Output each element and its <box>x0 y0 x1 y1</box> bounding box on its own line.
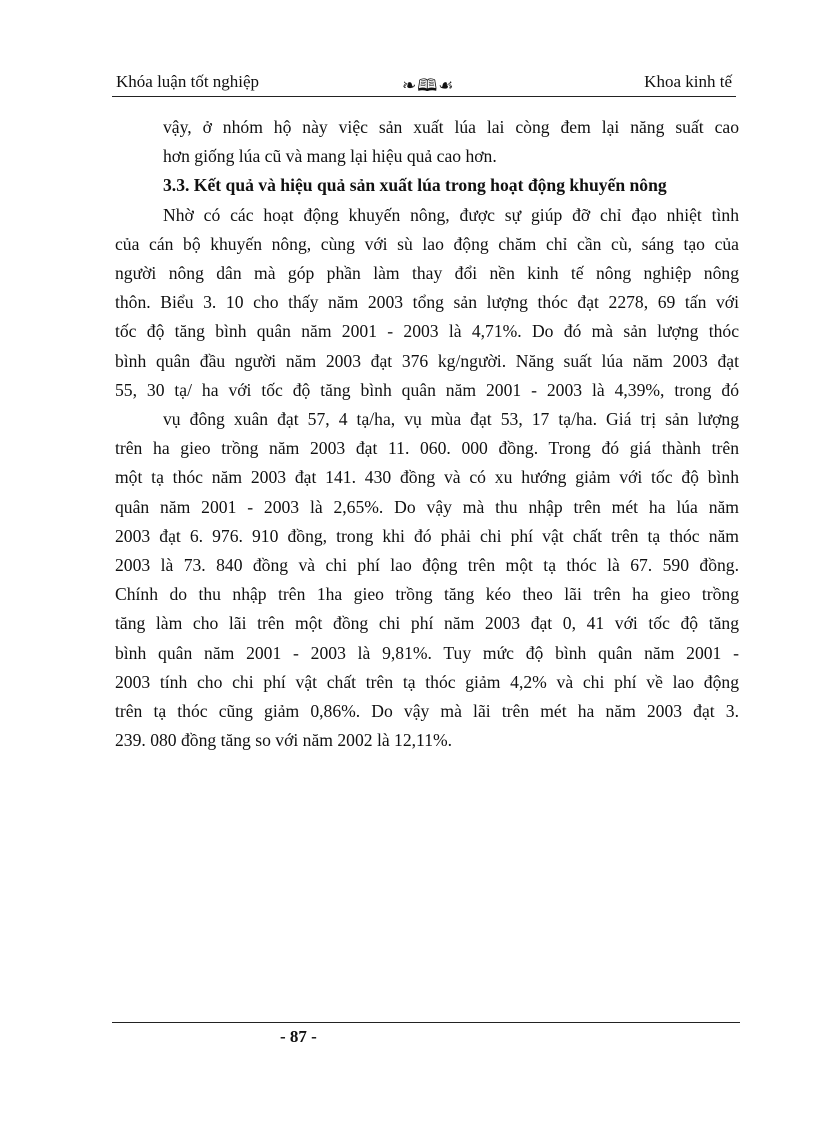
body-line: 2003 tính cho chi phí vật chất trên tạ thóc giảm 4,2% và chi phí về lao động <box>115 671 739 692</box>
body-line: hơn giống lúa cũ và mang lại hiệu quả cao hơn. <box>163 146 497 167</box>
section-heading: 3.3. Kết quả và hiệu quả sản xuất lúa trong hoạt động khuyến nông <box>163 175 667 196</box>
body-line: bình quân đầu người năm 2003 đạt 376 kg/người. Năng suất lúa năm 2003 đạt <box>115 350 739 371</box>
header-right-title: Khoa kinh tế <box>644 72 732 91</box>
body-line: trên tạ thóc cũng giảm 0,86%. Do vậy mà lãi trên mét ha năm 2003 đạt 3. <box>115 701 739 722</box>
page-body <box>115 113 739 755</box>
body-line: 55, 30 tạ/ ha với tốc độ tăng bình quân năm 2001 - 2003 là 4,39%, trong đó <box>115 379 739 400</box>
body-line: 2003 là 73. 840 đồng và chi phí lao động trên một tạ thóc là 67. 590 đồng. <box>115 555 739 576</box>
page-number: - 87 - <box>280 1027 317 1046</box>
body-line: Chính do thu nhập trên 1ha gieo trồng tăng kéo theo lãi trên ha gieo trồng <box>115 584 739 605</box>
body-line: của cán bộ khuyến nông, cùng với sù lao động chăm chỉ cần cù, sáng tạo của <box>115 233 739 254</box>
body-line: quân năm 2001 - 2003 là 2,65%. Do vậy mà thu nhập trên mét ha lúa năm <box>115 496 739 517</box>
body-line: 2003 đạt 6. 976. 910 đồng, trong khi đó phải chi phí vật chất trên tạ thóc năm <box>115 525 739 546</box>
footer-divider <box>112 1022 740 1023</box>
body-line: tăng làm cho lãi trên một đồng chi phí năm 2003 đạt 0, 41 với tốc độ tăng <box>115 613 739 634</box>
body-line: tốc độ tăng bình quân năm 2001 - 2003 là 4,71%. Do đó mà sản lượng thóc <box>115 321 739 342</box>
body-line: 239. 080 đồng tăng so với năm 2002 là 12,11%. <box>115 730 453 751</box>
body-line: người nông dân mà góp phần làm thay đổi nền kinh tế nông nghiệp nông <box>115 263 739 284</box>
body-line: một tạ thóc năm 2003 đạt 141. 430 đồng và có xu hướng giảm với tốc độ bình <box>115 467 739 488</box>
body-line: vậy, ở nhóm hộ này việc sản xuất lúa lai còng đem lại năng suất cao <box>163 117 739 137</box>
body-line: vụ đông xuân đạt 57, 4 tạ/ha, vụ mùa đạt 53, 17 tạ/ha. Giá trị sản lượng <box>163 409 739 430</box>
header-left-title: Khóa luận tốt nghiệp <box>116 72 260 91</box>
book-ornament-icon: ❧🕮☙ <box>402 76 455 95</box>
body-line: bình quân năm 2001 - 2003 là 9,81%. Tuy mức độ bình quân năm 2001 - <box>115 642 739 663</box>
page-header <box>112 70 736 97</box>
body-line: trên ha gieo trồng năm 2003 đạt 11. 060. 000 đồng. Trong đó giá thành trên <box>115 438 739 459</box>
body-line: Nhờ có các hoạt động khuyến nông, được sự giúp đỡ chỉ đạo nhiệt tình <box>163 204 739 225</box>
body-line: thôn. Biểu 3. 10 cho thấy năm 2003 tổng sản lượng thóc đạt 2278, 69 tấn với <box>115 292 739 313</box>
